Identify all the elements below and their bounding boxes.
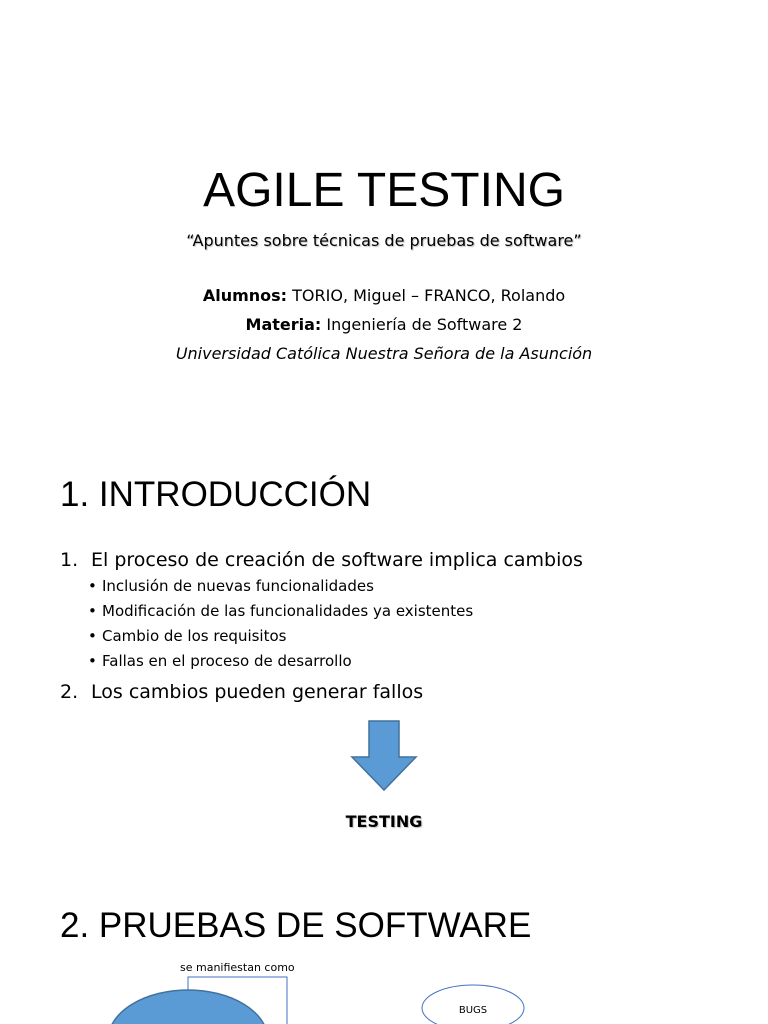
point-number: 2. [60,681,79,703]
document-title: AGILE TESTING [203,164,565,217]
bullet-item [88,602,473,620]
numbered-point-1 [60,549,583,571]
bullet-item [88,577,374,595]
section-heading-introduccion: 1. INTRODUCCIÓN [60,475,372,514]
bullet-dot-icon: • [88,652,97,670]
alumnos-line [0,286,768,305]
materia-value: Ingeniería de Software 2 [321,315,523,334]
bullet-text: Inclusión de nuevas funcionalidades [102,577,374,595]
alumnos-label: Alumnos: [202,286,288,305]
alumnos-value: TORIO, Miguel – FRANCO, Rolando [287,286,566,305]
concept-diagram [0,950,768,1024]
materia-label: Materia: [245,315,322,334]
bullet-dot-icon: • [88,577,97,595]
bullet-text: Fallas en el proceso de desarrollo [102,652,352,670]
bullet-item [88,627,286,645]
point-text: El proceso de creación de software implica cambios [91,549,583,571]
bugs-label: BUGS [458,1005,488,1016]
university-name: Universidad Católica Nuestra Señora de la Asunción [175,344,593,363]
down-arrow-shape [352,721,416,790]
materia-line [0,315,768,334]
point-text: Los cambios pueden generar fallos [91,681,424,703]
section-heading-pruebas: 2. PRUEBAS DE SOFTWARE [60,906,532,945]
document-subtitle: “Apuntes sobre técnicas de pruebas de software” [186,231,582,250]
point-number: 1. [60,549,79,571]
testing-label: TESTING [345,812,423,831]
numbered-point-2 [60,681,423,703]
down-arrow-icon [350,720,418,792]
bullet-item [88,652,352,670]
bullet-dot-icon: • [88,602,97,620]
bullet-text: Modificación de las funcionalidades ya existentes [102,602,474,620]
bullet-dot-icon: • [88,627,97,645]
connector-label: se manifiestan como [180,961,295,974]
concept-ellipse [108,990,268,1024]
bullet-text: Cambio de los requisitos [102,627,287,645]
